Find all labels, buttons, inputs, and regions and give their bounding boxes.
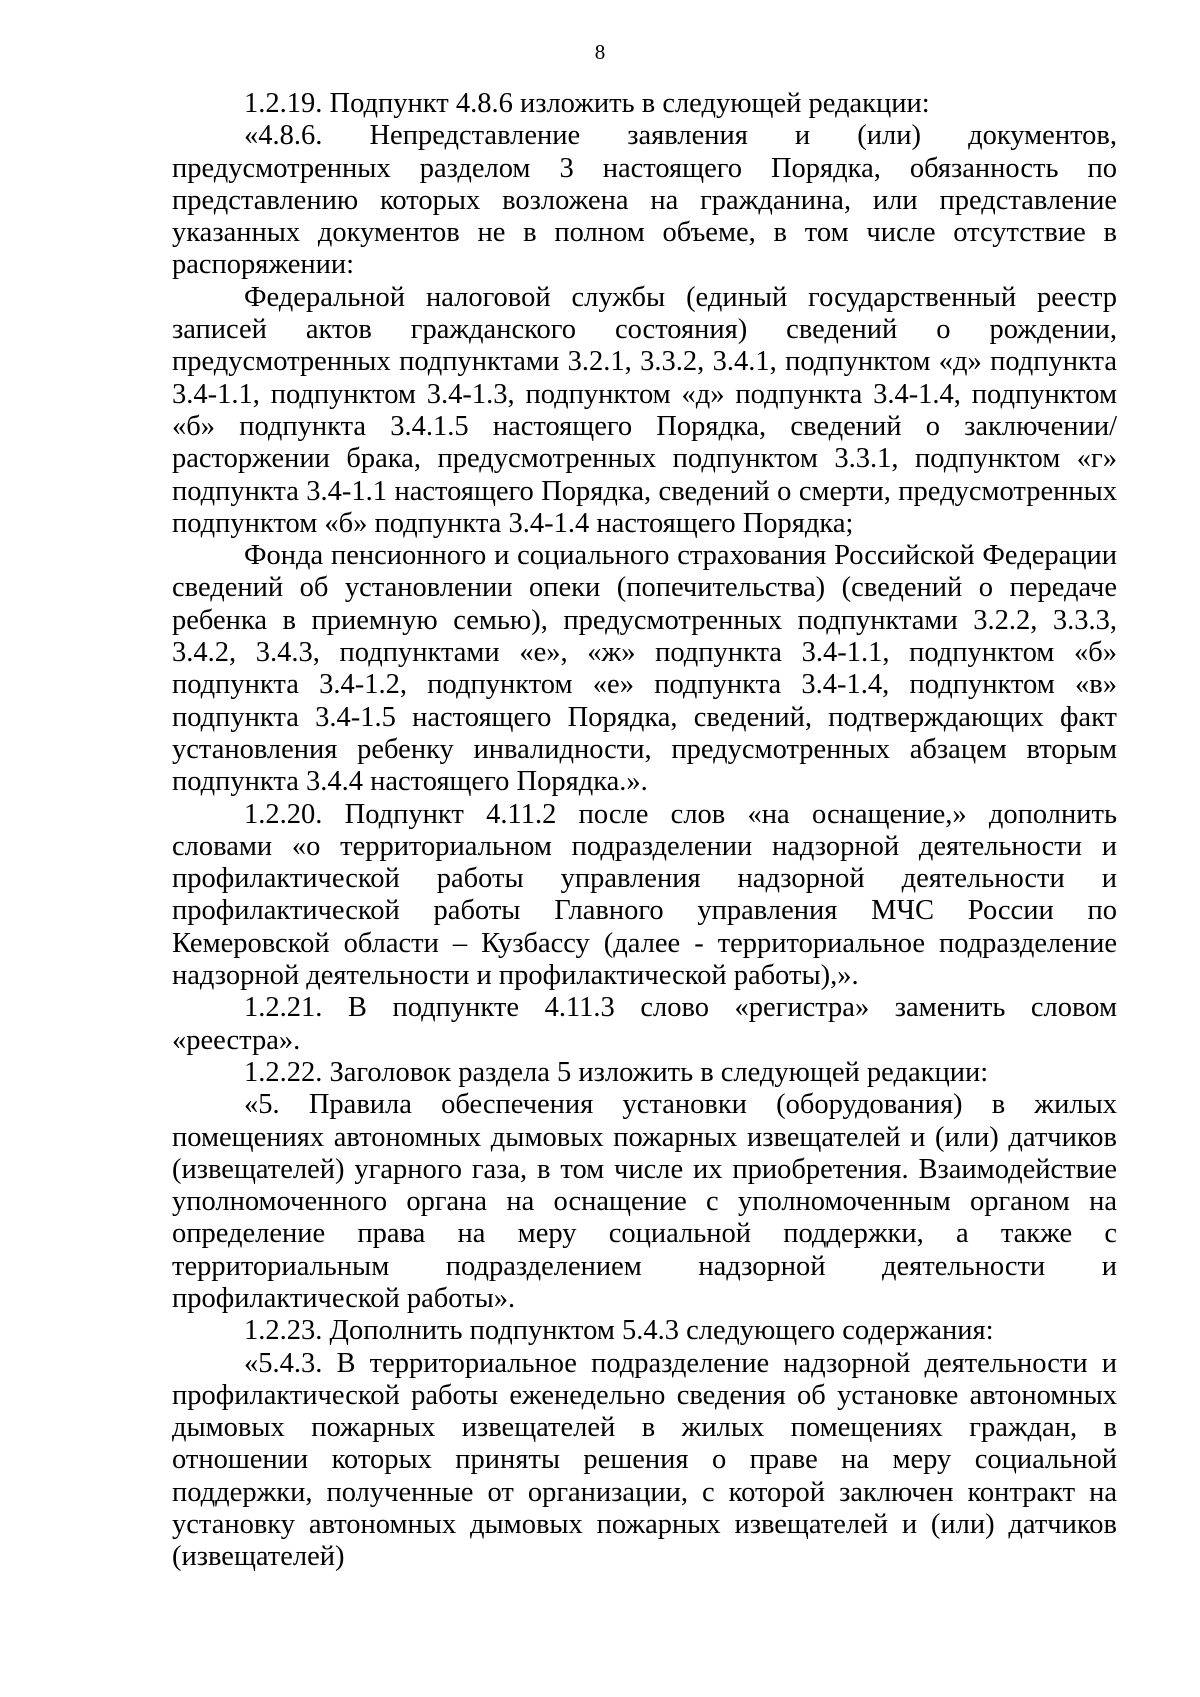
paragraph-5-4-3: «5.4.3. В территориальное подразделение надзорной деятельности и профилактической работы еженедельно сведения об установке автономных дымовых пожарных извещателей в жилых помещениях граждан, в отношении которых приняты решения о праве на меру социальной поддержки, полученные от организации, с которой заключен контракт на установку автономных дымовых пожарных извещателей и (или) датчиков (извещателей) (172, 1347, 1117, 1573)
paragraph-1-2-22: 1.2.22. Заголовок раздела 5 изложить в следующей редакции: (244, 1056, 989, 1088)
document-body (172, 88, 1117, 1574)
paragraph-pension-fund: Фонда пенсионного и социального страхования Российской Федерации сведений об установлении опеки (попечительства) (сведений о передаче ребенка в приемную семью), предусмотренных подпунктами 3.2.2, 3.3.3, 3.4.2, 3.4.3, подпунктами «е», «ж» подпункта 3.4-1.1, подпунктом «б» подпункта 3.4-1.2, подпунктом «е» подпункта 3.4-1.4, подпунктом «в» подпункта 3.4-1.5 настоящего Порядка, сведений, подтверждающих факт установления ребенку инвалидности, предусмотренных абзацем вторым подпункта 3.4.4 настоящего Порядка.». (172, 540, 1117, 798)
page-number: 8 (594, 40, 606, 64)
paragraph-1-2-21: 1.2.21. В подпункте 4.11.3 слово «регистра» заменить словом «реестра». (172, 992, 1117, 1056)
paragraph-1-2-19: 1.2.19. Подпункт 4.8.6 изложить в следующей редакции: (244, 88, 930, 119)
paragraph-1-2-23: 1.2.23. Дополнить подпунктом 5.4.3 следующего содержания: (244, 1315, 994, 1347)
paragraph-4-8-6: «4.8.6. Непредставление заявления и (или) документов, предусмотренных разделом 3 настоящего Порядка, обязанность по представлению которых возложена на гражданина, или представление указанных документов не в полном объеме, в том числе отсутствие в распоряжении: (172, 120, 1117, 281)
paragraph-1-2-20: 1.2.20. Подпункт 4.11.2 после слов «на оснащение,» дополнить словами «о территориальном подразделении надзорной деятельности и профилактической работы управления надзорной деятельности и профилактической работы Главного управления МЧС России по Кемеровской области – Кузбассу (далее - территориальное подразделение надзорной деятельности и профилактической работы),». (172, 798, 1117, 992)
paragraph-section-5-title: «5. Правила обеспечения установки (оборудования) в жилых помещениях автономных дымовых пожарных извещателей и (или) датчиков (извещателей) угарного газа, в том числе их приобретения. Взаимодействие уполномоченного органа на оснащение с уполномоченным органом на определение права на меру социальной поддержки, а также с территориальным подразделением надзорной деятельности и профилактической работы». (172, 1089, 1117, 1314)
paragraph-tax-service: Федеральной налоговой службы (единый государственный реестр записей актов гражданского состояния) сведений о рождении, предусмотренных подпунктами 3.2.1, 3.3.2, 3.4.1, подпунктом «д» подпункта 3.4-1.1, подпунктом 3.4-1.3, подпунктом «д» подпункта 3.4-1.4, подпунктом «б» подпункта 3.4.1.5 настоящего Порядка, сведений о заключении/расторжении брака, предусмотренных подпунктом 3.3.1, подпунктом «г» подпункта 3.4-1.1 настоящего Порядка, сведений о смерти, предусмотренных подпунктом «б» подпункта 3.4-1.4 настоящего Порядка; (172, 281, 1117, 539)
